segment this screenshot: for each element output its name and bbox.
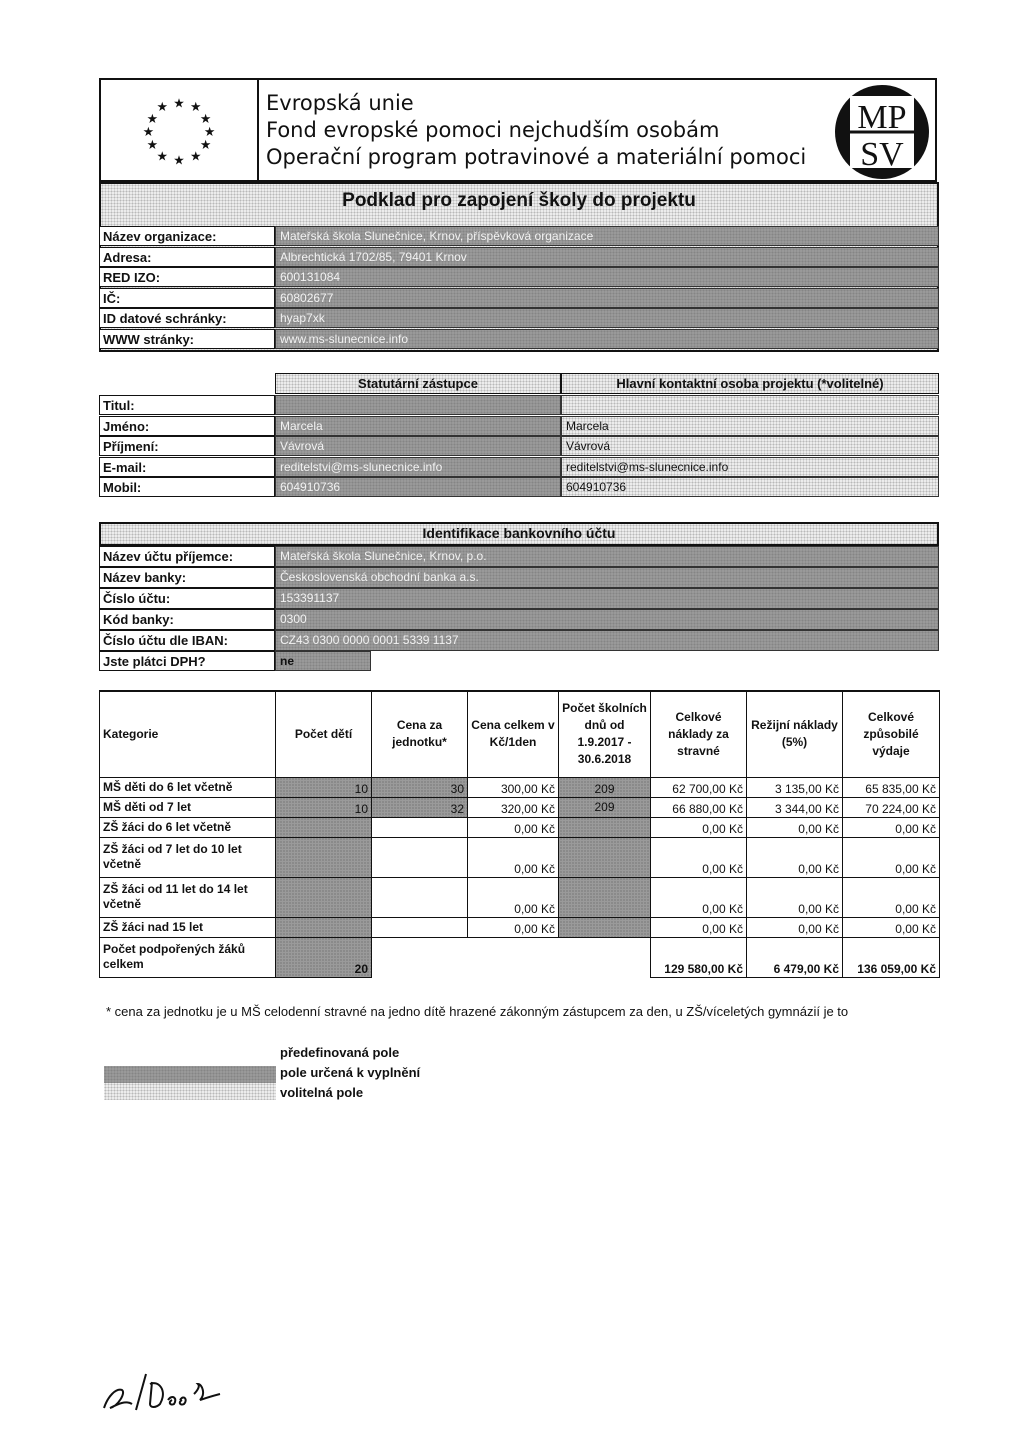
eligible-expenses: 0,00 Kč: [843, 877, 940, 917]
vat-value[interactable]: ne: [275, 651, 371, 671]
category-row: [100, 917, 940, 937]
svg-text:★: ★: [190, 100, 202, 116]
org-field-label: Název organizace:: [99, 226, 275, 246]
overhead-costs: 0,00 Kč: [747, 817, 843, 837]
eligible-expenses: 0,00 Kč: [843, 917, 940, 937]
overhead-costs: 0,00 Kč: [747, 917, 843, 937]
eligible-expenses: 70 224,00 Kč: [843, 797, 940, 817]
statutar-field-value[interactable]: [275, 395, 561, 415]
bank-field-label: Název banky:: [99, 567, 275, 588]
org-field-value[interactable]: 600131084: [275, 267, 939, 287]
contact-field-label: Titul:: [99, 395, 275, 415]
total-per-day: 0,00 Kč: [468, 877, 559, 917]
org-field-label: Adresa:: [99, 247, 275, 267]
food-costs: 0,00 Kč: [651, 837, 747, 877]
overhead-costs: 0,00 Kč: [747, 877, 843, 917]
handwritten-signature: [98, 1360, 228, 1420]
total-overhead: 6 479,00 Kč: [747, 937, 843, 977]
program-title-line-3: Operační program potravinové a materiální pomoci: [266, 145, 807, 169]
column-header: Počet školních dnů od 1.9.2017 - 30.6.2018: [559, 691, 651, 777]
eligible-expenses: 0,00 Kč: [843, 837, 940, 877]
statutar-field-value[interactable]: 604910736: [275, 477, 561, 497]
total-per-day: 0,00 Kč: [468, 917, 559, 937]
contact-header: Hlavní kontaktní osoba projektu (*volitelné): [561, 373, 939, 394]
food-costs: 0,00 Kč: [651, 817, 747, 837]
total-per-day: 0,00 Kč: [468, 837, 559, 877]
category-table: [99, 690, 940, 978]
unit-price[interactable]: 30: [372, 777, 468, 797]
contact-field-label: Jméno:: [99, 416, 275, 436]
eligible-expenses: 0,00 Kč: [843, 817, 940, 837]
school-days[interactable]: [559, 817, 651, 837]
category-name: MŠ děti od 7 let: [100, 797, 276, 817]
total-children: 20: [276, 937, 372, 977]
svg-text:★: ★: [146, 112, 159, 128]
children-count[interactable]: [276, 837, 372, 877]
contact-field-label: E-mail:: [99, 457, 275, 477]
contact-field-value[interactable]: Vávrová: [561, 436, 939, 456]
column-header: Kategorie: [100, 691, 276, 777]
statutar-field-value[interactable]: Vávrová: [275, 436, 561, 456]
children-count[interactable]: [276, 877, 372, 917]
svg-text:★: ★: [142, 124, 155, 140]
svg-text:★: ★: [190, 149, 202, 165]
contact-field-label: Mobil:: [99, 477, 275, 497]
overhead-costs: 3 344,00 Kč: [747, 797, 843, 817]
legend-swatch-predefined: [104, 1049, 276, 1066]
overhead-costs: 0,00 Kč: [747, 837, 843, 877]
total-per-day: 0,00 Kč: [468, 817, 559, 837]
bank-field-value[interactable]: Mateřská škola Slunečnice, Krnov, p.o.: [275, 546, 939, 567]
program-title-line-2: Fond evropské pomoci nejchudším osobám: [266, 118, 720, 142]
org-field-value[interactable]: Albrechtická 1702/85, 79401 Krnov: [275, 247, 939, 267]
school-days[interactable]: [559, 877, 651, 917]
bank-field-value[interactable]: Československá obchodní banka a.s.: [275, 567, 939, 588]
svg-text:★: ★: [203, 124, 216, 140]
eu-flag-icon: [101, 80, 259, 180]
bank-field-label: Název účtu příjemce:: [99, 546, 275, 567]
total-empty-3: [559, 937, 651, 977]
total-empty-1: [372, 937, 468, 977]
total-label: Počet podpořených žáků celkem: [100, 937, 276, 977]
contact-field-value[interactable]: reditelstvi@ms-slunecnice.info: [561, 457, 939, 477]
vat-label: Jste plátci DPH?: [99, 651, 275, 671]
org-field-label: IČ:: [99, 288, 275, 308]
legend-swatch-required: [104, 1066, 276, 1083]
school-days[interactable]: [559, 917, 651, 937]
mpsv-logo-bottom: SV: [860, 136, 904, 173]
contact-field-value[interactable]: [561, 395, 939, 415]
total-food-costs: 129 580,00 Kč: [651, 937, 747, 977]
footnote: * cena za jednotku je u MŠ celodenní stravné na jedno dítě hrazené zákonným zástupcem za den, u ZŠ/víceletých gymnázií je to: [106, 1004, 849, 1019]
category-row: [100, 797, 940, 817]
total-eligible: 136 059,00 Kč: [843, 937, 940, 977]
category-name: MŠ děti do 6 let včetně: [100, 777, 276, 797]
unit-price[interactable]: 32: [372, 797, 468, 817]
svg-text:★: ★: [199, 137, 212, 153]
bank-field-value[interactable]: CZ43 0300 0000 0001 5339 1137: [275, 630, 939, 651]
total-per-day: 320,00 Kč: [468, 797, 559, 817]
svg-text:★: ★: [199, 112, 212, 128]
school-days[interactable]: 209: [559, 797, 651, 817]
legend-optional: volitelná pole: [280, 1085, 364, 1100]
svg-text:★: ★: [156, 100, 168, 116]
category-row: [100, 877, 940, 917]
category-name: ZŠ žáci od 11 let do 14 let včetně: [100, 877, 276, 917]
org-field-value[interactable]: 60802677: [275, 288, 939, 308]
contacts-corner: [99, 373, 275, 394]
unit-price[interactable]: [372, 837, 468, 877]
category-row: [100, 777, 940, 797]
form-title: Podklad pro zapojení školy do projektu: [342, 190, 696, 211]
column-header: Celkové způsobilé výdaje: [843, 691, 940, 777]
svg-text:★: ★: [173, 153, 185, 169]
org-field-value[interactable]: www.ms-slunecnice.info: [275, 329, 939, 349]
statutar-header: Statutární zástupce: [275, 373, 561, 394]
category-table-body: [100, 777, 940, 977]
total-row: [100, 937, 940, 977]
program-title: [266, 90, 826, 171]
bank-field-value[interactable]: 153391137: [275, 588, 939, 609]
column-header: Cena za jednotku*: [372, 691, 468, 777]
unit-price[interactable]: [372, 817, 468, 837]
column-header: Cena celkem v Kč/1den: [468, 691, 559, 777]
bank-field-label: Číslo účtu:: [99, 588, 275, 609]
total-empty-2: [468, 937, 559, 977]
food-costs: 0,00 Kč: [651, 917, 747, 937]
children-count[interactable]: [276, 917, 372, 937]
unit-price[interactable]: [372, 917, 468, 937]
children-count[interactable]: 10: [276, 797, 372, 817]
svg-text:★: ★: [146, 137, 159, 153]
category-name: ZŠ žáci od 7 let do 10 let včetně: [100, 837, 276, 877]
contact-field-value[interactable]: Marcela: [561, 416, 939, 436]
category-name: ZŠ žáci nad 15 let: [100, 917, 276, 937]
food-costs: 62 700,00 Kč: [651, 777, 747, 797]
mpsv-logo: [832, 82, 932, 182]
column-header: Režijní náklady (5%): [747, 691, 843, 777]
bank-field-label: Kód banky:: [99, 609, 275, 630]
children-count[interactable]: 10: [276, 777, 372, 797]
program-title-line-1: Evropská unie: [266, 91, 414, 115]
food-costs: 66 880,00 Kč: [651, 797, 747, 817]
children-count[interactable]: [276, 817, 372, 837]
svg-text:★: ★: [173, 96, 185, 112]
legend-required: pole určená k vyplnění: [280, 1065, 421, 1080]
unit-price[interactable]: [372, 877, 468, 917]
org-field-label: WWW stránky:: [99, 329, 275, 349]
overhead-costs: 3 135,00 Kč: [747, 777, 843, 797]
school-days[interactable]: 209: [559, 777, 651, 797]
statutar-field-value[interactable]: reditelstvi@ms-slunecnice.info: [275, 457, 561, 477]
org-field-value[interactable]: Mateřská škola Slunečnice, Krnov, příspěvková organizace: [275, 226, 939, 246]
org-field-label: ID datové schránky:: [99, 308, 275, 328]
school-days[interactable]: [559, 837, 651, 877]
food-costs: 0,00 Kč: [651, 877, 747, 917]
contact-field-label: Příjmení:: [99, 436, 275, 456]
contact-field-value[interactable]: 604910736: [561, 477, 939, 497]
bank-field-label: Číslo účtu dle IBAN:: [99, 630, 275, 651]
column-header: Počet dětí: [276, 691, 372, 777]
statutar-field-value[interactable]: Marcela: [275, 416, 561, 436]
bank-field-value[interactable]: 0300: [275, 609, 939, 630]
legend-swatch-optional: [104, 1083, 276, 1100]
org-field-value[interactable]: hyap7xk: [275, 308, 939, 328]
bank-header: Identifikace bankovního účtu: [422, 525, 616, 541]
category-row: [100, 817, 940, 837]
mpsv-logo-top: MP: [857, 99, 907, 136]
org-field-label: RED IZO:: [99, 267, 275, 287]
category-row: [100, 837, 940, 877]
column-header: Celkové náklady za stravné: [651, 691, 747, 777]
legend-predefined: předefinovaná pole: [280, 1045, 400, 1060]
svg-text:★: ★: [156, 149, 168, 165]
category-name: ZŠ žáci do 6 let včetně: [100, 817, 276, 837]
total-per-day: 300,00 Kč: [468, 777, 559, 797]
category-table-header: [100, 691, 940, 777]
eligible-expenses: 65 835,00 Kč: [843, 777, 940, 797]
